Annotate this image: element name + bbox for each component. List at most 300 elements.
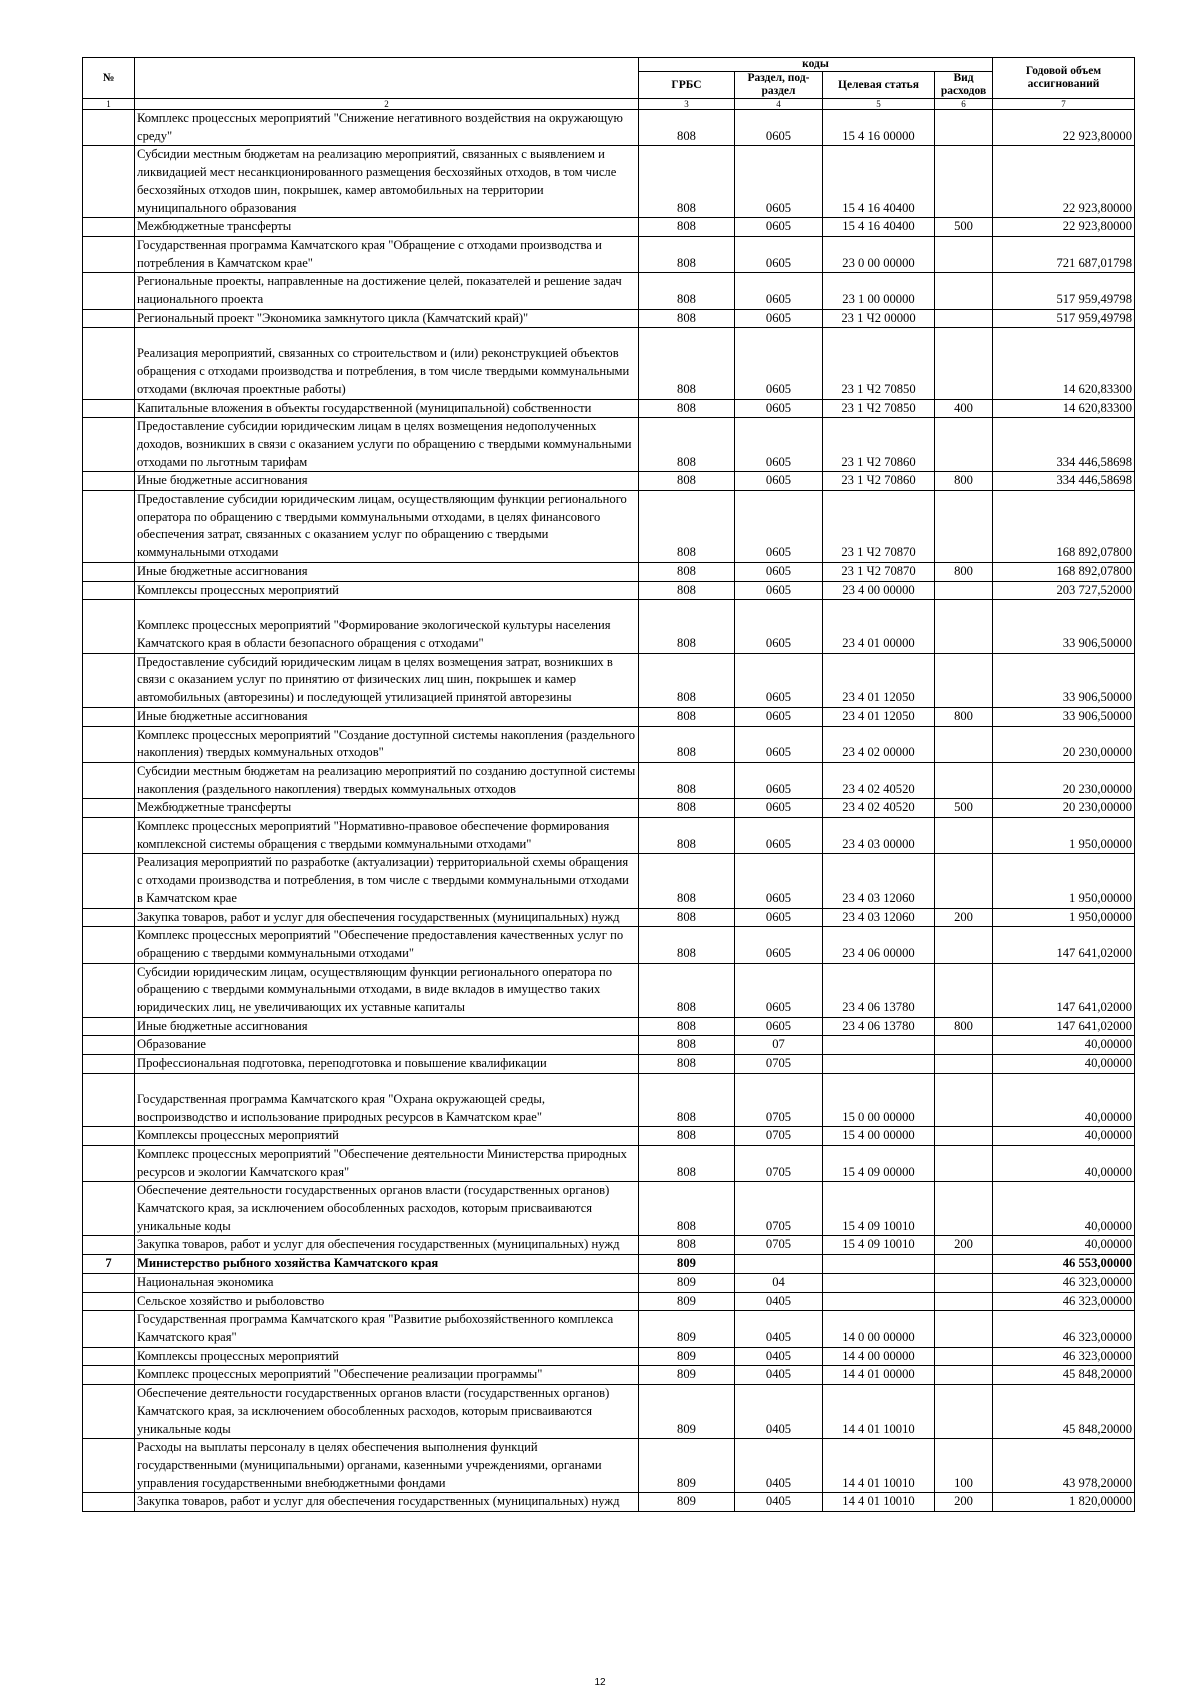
row-number: [83, 1311, 135, 1347]
table-row: [83, 1127, 1135, 1146]
row-expense-type: [935, 418, 993, 472]
table-row: [83, 963, 1135, 1017]
row-grbs: 808: [639, 1127, 735, 1146]
header-exp-type: Вид расходов: [935, 72, 993, 99]
row-grbs: 808: [639, 818, 735, 854]
row-expense-type: [935, 1036, 993, 1055]
row-name: Капитальные вложения в объекты государственной (муниципальной) собственности: [135, 399, 639, 418]
table-row: [83, 1017, 1135, 1036]
row-grbs: 809: [639, 1292, 735, 1311]
row-section: 0605: [735, 418, 823, 472]
row-grbs: 809: [639, 1493, 735, 1512]
row-name: Предоставление субсидии юридическим лицам, осуществляющим функции регионального оператора по обращению с твердыми коммунальными отходами, в целях финансового обеспечения затрат, связанных с оказанием услуг по обращению с твердыми коммунальными отходами: [135, 491, 639, 563]
row-expense-type: 800: [935, 562, 993, 581]
row-number: [83, 927, 135, 963]
table-row: [83, 399, 1135, 418]
row-expense-type: [935, 146, 993, 218]
row-number: [83, 799, 135, 818]
row-expense-type: [935, 491, 993, 563]
row-grbs: 808: [639, 1182, 735, 1236]
row-section: 0705: [735, 1145, 823, 1181]
row-number: [83, 1273, 135, 1292]
row-amount: 46 323,00000: [993, 1292, 1135, 1311]
row-amount: 46 323,00000: [993, 1311, 1135, 1347]
row-expense-type: [935, 1182, 993, 1236]
row-target: 15 4 09 10010: [823, 1182, 935, 1236]
row-amount: 203 727,52000: [993, 581, 1135, 600]
row-grbs: 808: [639, 600, 735, 653]
row-name: Обеспечение деятельности государственных органов власти (государственных органов) Камчатского края, за исключением обособленных расходов, которым присваиваются уникальные коды: [135, 1385, 639, 1439]
table-row: [83, 726, 1135, 762]
row-name: Комплекс процессных мероприятий "Обеспечение деятельности Министерства природных ресурсов и экологии Камчатского края": [135, 1145, 639, 1181]
row-grbs: 808: [639, 146, 735, 218]
row-name: Иные бюджетные ассигнования: [135, 1017, 639, 1036]
row-amount: 33 906,50000: [993, 600, 1135, 653]
row-section: 0705: [735, 1073, 823, 1126]
row-target: 23 4 06 00000: [823, 927, 935, 963]
row-amount: 22 923,80000: [993, 218, 1135, 237]
row-section: 0405: [735, 1493, 823, 1512]
row-amount: 14 620,83300: [993, 399, 1135, 418]
row-section: 0705: [735, 1127, 823, 1146]
row-expense-type: [935, 1347, 993, 1366]
row-number: [83, 418, 135, 472]
row-number: [83, 472, 135, 491]
row-name: Предоставление субсидии юридическим лицам в целях возмещения недополученных доходов, возникших в связи с оказанием услуги по обращению с твердыми коммунальными отходами по льготным тарифам: [135, 418, 639, 472]
row-number: [83, 1073, 135, 1126]
column-number: 2: [135, 99, 639, 110]
row-expense-type: 200: [935, 1236, 993, 1255]
row-name: Иные бюджетные ассигнования: [135, 472, 639, 491]
row-expense-type: [935, 726, 993, 762]
row-number: [83, 1055, 135, 1074]
row-amount: 168 892,07800: [993, 491, 1135, 563]
table-row: [83, 908, 1135, 927]
row-name: Региональные проекты, направленные на достижение целей, показателей и решение задач национального проекта: [135, 273, 639, 309]
table-row: [83, 653, 1135, 707]
row-grbs: 809: [639, 1273, 735, 1292]
row-name: Комплекс процессных мероприятий "Снижение негативного воздействия на окружающую среду": [135, 110, 639, 146]
row-expense-type: [935, 1366, 993, 1385]
row-name: Комплексы процессных мероприятий: [135, 1127, 639, 1146]
budget-table: [82, 57, 1135, 1512]
row-target: 15 4 16 40400: [823, 218, 935, 237]
row-section: 0405: [735, 1292, 823, 1311]
row-expense-type: [935, 328, 993, 399]
row-expense-type: [935, 1255, 993, 1274]
table-row: [83, 1145, 1135, 1181]
row-target: 14 4 01 10010: [823, 1493, 935, 1512]
column-number: 6: [935, 99, 993, 110]
row-name: Субсидии местным бюджетам на реализацию мероприятий по созданию доступной системы накопления (раздельного накопления) твердых коммунальных отходов: [135, 762, 639, 798]
row-amount: 147 641,02000: [993, 927, 1135, 963]
row-section: 0605: [735, 818, 823, 854]
row-number: [83, 491, 135, 563]
row-section: 0605: [735, 726, 823, 762]
row-number: [83, 1127, 135, 1146]
row-grbs: 808: [639, 328, 735, 399]
table-row: [83, 1385, 1135, 1439]
row-section: 0605: [735, 799, 823, 818]
row-number: [83, 562, 135, 581]
row-amount: 721 687,01798: [993, 236, 1135, 272]
row-name: Закупка товаров, работ и услуг для обеспечения государственных (муниципальных) нужд: [135, 908, 639, 927]
row-section: 0405: [735, 1439, 823, 1493]
row-expense-type: 800: [935, 707, 993, 726]
row-name: Комплекс процессных мероприятий "Создание доступной системы накопления (раздельного накопления) твердых коммунальных отходов": [135, 726, 639, 762]
row-expense-type: 100: [935, 1439, 993, 1493]
row-name: Закупка товаров, работ и услуг для обеспечения государственных (муниципальных) нужд: [135, 1236, 639, 1255]
row-name: Региональный проект "Экономика замкнутого цикла (Камчатский край)": [135, 309, 639, 328]
row-amount: 1 950,00000: [993, 854, 1135, 908]
row-number: [83, 1493, 135, 1512]
row-section: 0405: [735, 1347, 823, 1366]
row-grbs: 808: [639, 309, 735, 328]
row-amount: 1 950,00000: [993, 908, 1135, 927]
row-expense-type: [935, 1073, 993, 1126]
row-grbs: 808: [639, 491, 735, 563]
row-expense-type: [935, 1311, 993, 1347]
row-grbs: 809: [639, 1255, 735, 1274]
row-amount: 40,00000: [993, 1145, 1135, 1181]
row-section: 0605: [735, 963, 823, 1017]
row-name: Государственная программа Камчатского края "Охрана окружающей среды, воспроизводство и использование природных ресурсов в Камчатском крае": [135, 1073, 639, 1126]
row-number: [83, 1439, 135, 1493]
row-target: 15 4 16 40400: [823, 146, 935, 218]
row-grbs: 808: [639, 581, 735, 600]
column-number: 3: [639, 99, 735, 110]
row-target: 23 1 Ч2 70860: [823, 418, 935, 472]
row-number: [83, 762, 135, 798]
row-number: [83, 146, 135, 218]
row-grbs: 808: [639, 236, 735, 272]
row-name: Комплекс процессных мероприятий "Нормативно-правовое обеспечение формирования комплексной системы обращения с твердыми коммунальными отходами": [135, 818, 639, 854]
row-expense-type: 500: [935, 799, 993, 818]
row-name: Иные бюджетные ассигнования: [135, 562, 639, 581]
row-grbs: 808: [639, 1145, 735, 1181]
row-expense-type: [935, 1145, 993, 1181]
row-target: 23 1 Ч2 00000: [823, 309, 935, 328]
row-target: 23 4 03 12060: [823, 908, 935, 927]
table-row: [83, 1182, 1135, 1236]
row-grbs: 808: [639, 854, 735, 908]
row-name: Комплекс процессных мероприятий "Формирование экологической культуры населения Камчатского края в области безопасного обращения с отходами": [135, 600, 639, 653]
table-row: [83, 1273, 1135, 1292]
row-grbs: 809: [639, 1385, 735, 1439]
row-target: 23 4 00 00000: [823, 581, 935, 600]
table-row: [83, 1439, 1135, 1493]
row-grbs: 809: [639, 1439, 735, 1493]
page-number: 12: [594, 1677, 606, 1688]
row-number: [83, 600, 135, 653]
row-number: [83, 1347, 135, 1366]
row-number: [83, 236, 135, 272]
row-target: 23 1 Ч2 70870: [823, 491, 935, 563]
row-expense-type: 800: [935, 472, 993, 491]
row-expense-type: [935, 854, 993, 908]
row-number: 7: [83, 1255, 135, 1274]
row-section: 0605: [735, 472, 823, 491]
row-target: 15 4 00 00000: [823, 1127, 935, 1146]
row-number: [83, 273, 135, 309]
row-expense-type: [935, 236, 993, 272]
row-amount: 517 959,49798: [993, 273, 1135, 309]
row-expense-type: 200: [935, 908, 993, 927]
row-target: [823, 1036, 935, 1055]
row-grbs: 808: [639, 110, 735, 146]
row-target: 23 4 06 13780: [823, 963, 935, 1017]
table-row: [83, 600, 1135, 653]
row-expense-type: [935, 762, 993, 798]
row-name: Реализация мероприятий по разработке (актуализации) территориальной схемы обращения с отходами производства и потребления, в том числе с твердыми коммунальными отходами в Камчатском крае: [135, 854, 639, 908]
row-section: 07: [735, 1036, 823, 1055]
table-row: [83, 328, 1135, 399]
row-name: Комплекс процессных мероприятий "Обеспечение реализации программы": [135, 1366, 639, 1385]
row-grbs: 808: [639, 218, 735, 237]
row-name: Национальная экономика: [135, 1273, 639, 1292]
table-row: [83, 309, 1135, 328]
row-amount: 45 848,20000: [993, 1385, 1135, 1439]
row-target: 14 4 01 00000: [823, 1366, 935, 1385]
row-section: 0605: [735, 110, 823, 146]
row-name: Государственная программа Камчатского края "Развитие рыбохозяйственного комплекса Камчатского края": [135, 1311, 639, 1347]
row-section: 0605: [735, 273, 823, 309]
row-target: 23 1 Ч2 70870: [823, 562, 935, 581]
row-amount: 45 848,20000: [993, 1366, 1135, 1385]
row-number: [83, 218, 135, 237]
row-target: 23 4 06 13780: [823, 1017, 935, 1036]
row-grbs: 808: [639, 1055, 735, 1074]
row-expense-type: [935, 963, 993, 1017]
row-amount: 22 923,80000: [993, 146, 1135, 218]
row-name: Реализация мероприятий, связанных со строительством и (или) реконструкцией объектов обращения с отходами производства и потребления, в том числе твердыми коммунальными отходами (включая проектные работы): [135, 328, 639, 399]
row-expense-type: 200: [935, 1493, 993, 1512]
row-section: 0605: [735, 309, 823, 328]
row-grbs: 808: [639, 726, 735, 762]
table-row: [83, 562, 1135, 581]
row-grbs: 808: [639, 707, 735, 726]
row-expense-type: [935, 600, 993, 653]
row-target: [823, 1292, 935, 1311]
row-section: 0605: [735, 600, 823, 653]
header-codes: коды: [639, 58, 993, 72]
row-target: 23 4 01 12050: [823, 653, 935, 707]
row-target: 23 4 02 40520: [823, 762, 935, 798]
row-amount: 46 553,00000: [993, 1255, 1135, 1274]
row-section: 04: [735, 1273, 823, 1292]
row-number: [83, 1182, 135, 1236]
row-expense-type: 800: [935, 1017, 993, 1036]
row-name: Сельское хозяйство и рыболовство: [135, 1292, 639, 1311]
row-grbs: 808: [639, 963, 735, 1017]
row-section: 0605: [735, 581, 823, 600]
row-target: 23 4 03 12060: [823, 854, 935, 908]
table-row: [83, 927, 1135, 963]
table-row: [83, 707, 1135, 726]
row-section: 0705: [735, 1236, 823, 1255]
row-expense-type: [935, 1273, 993, 1292]
header-annual: Годовой объем ассигнований: [993, 58, 1135, 99]
row-number: [83, 818, 135, 854]
row-grbs: 808: [639, 927, 735, 963]
row-section: 0405: [735, 1366, 823, 1385]
table-row: [83, 762, 1135, 798]
row-grbs: 808: [639, 762, 735, 798]
row-grbs: 808: [639, 399, 735, 418]
row-name: Государственная программа Камчатского края "Обращение с отходами производства и потребления в Камчатском крае": [135, 236, 639, 272]
row-amount: 40,00000: [993, 1055, 1135, 1074]
row-name: Профессиональная подготовка, переподготовка и повышение квалификации: [135, 1055, 639, 1074]
row-name: Комплекс процессных мероприятий "Обеспечение предоставления качественных услуг по обращению с твердыми коммунальными отходами": [135, 927, 639, 963]
row-amount: 33 906,50000: [993, 707, 1135, 726]
row-number: [83, 581, 135, 600]
row-name: Межбюджетные трансферты: [135, 218, 639, 237]
row-name: Межбюджетные трансферты: [135, 799, 639, 818]
row-number: [83, 1385, 135, 1439]
column-number: 1: [83, 99, 135, 110]
row-grbs: 808: [639, 653, 735, 707]
row-number: [83, 963, 135, 1017]
row-section: 0605: [735, 707, 823, 726]
row-amount: 40,00000: [993, 1236, 1135, 1255]
row-number: [83, 707, 135, 726]
row-number: [83, 1366, 135, 1385]
row-amount: 40,00000: [993, 1036, 1135, 1055]
row-amount: 46 323,00000: [993, 1347, 1135, 1366]
table-row: [83, 1292, 1135, 1311]
row-name: Субсидии юридическим лицам, осуществляющим функции регионального оператора по обращению с твердыми коммунальными отходами, в виде вкладов в имущество таких юридических лиц, не увеличивающих их уставные капиталы: [135, 963, 639, 1017]
row-expense-type: 400: [935, 399, 993, 418]
row-amount: 517 959,49798: [993, 309, 1135, 328]
row-amount: 334 446,58698: [993, 418, 1135, 472]
table-row: [83, 236, 1135, 272]
row-section: 0605: [735, 927, 823, 963]
row-expense-type: [935, 1055, 993, 1074]
row-name: Комплексы процессных мероприятий: [135, 1347, 639, 1366]
row-target: 15 4 09 00000: [823, 1145, 935, 1181]
row-section: 0405: [735, 1385, 823, 1439]
row-grbs: 808: [639, 1017, 735, 1036]
table-row: [83, 1493, 1135, 1512]
table-row: [83, 146, 1135, 218]
row-target: 14 4 01 10010: [823, 1385, 935, 1439]
row-amount: 20 230,00000: [993, 762, 1135, 798]
table-row: [83, 1347, 1135, 1366]
row-section: 0605: [735, 146, 823, 218]
row-target: 14 4 00 00000: [823, 1347, 935, 1366]
row-grbs: 808: [639, 1073, 735, 1126]
row-number: [83, 1292, 135, 1311]
table-row: [83, 273, 1135, 309]
row-target: 15 0 00 00000: [823, 1073, 935, 1126]
column-number-row: [83, 99, 1135, 110]
row-amount: 46 323,00000: [993, 1273, 1135, 1292]
row-name: Расходы на выплаты персоналу в целях обеспечения выполнения функций государственными (муниципальными) органами, казенными учреждениями, органами управления государственными внебюджетными фондами: [135, 1439, 639, 1493]
row-expense-type: [935, 1385, 993, 1439]
row-name: Субсидии местным бюджетам на реализацию мероприятий, связанных с выявлением и ликвидацией мест несанкционированного размещения бесхозяйных отходов, в том числе бесхозяйных отходов шин, покрышек, камер автомобильных на территории муниципального образования: [135, 146, 639, 218]
table-row: [83, 799, 1135, 818]
row-section: 0605: [735, 653, 823, 707]
row-number: [83, 1017, 135, 1036]
table-row: [83, 1311, 1135, 1347]
row-target: [823, 1255, 935, 1274]
table-row: [83, 472, 1135, 491]
row-grbs: 808: [639, 472, 735, 491]
row-section: 0605: [735, 854, 823, 908]
column-number: 5: [823, 99, 935, 110]
header-target: Целевая статья: [823, 72, 935, 99]
row-target: 23 4 03 00000: [823, 818, 935, 854]
row-target: 23 4 01 00000: [823, 600, 935, 653]
row-number: [83, 653, 135, 707]
row-amount: 20 230,00000: [993, 726, 1135, 762]
row-amount: 43 978,20000: [993, 1439, 1135, 1493]
row-target: [823, 1055, 935, 1074]
row-amount: 14 620,83300: [993, 328, 1135, 399]
row-amount: 1 950,00000: [993, 818, 1135, 854]
row-section: 0405: [735, 1311, 823, 1347]
row-amount: 168 892,07800: [993, 562, 1135, 581]
row-number: [83, 854, 135, 908]
row-amount: 40,00000: [993, 1127, 1135, 1146]
row-name: Образование: [135, 1036, 639, 1055]
row-section: 0605: [735, 218, 823, 237]
table-row: [83, 1055, 1135, 1074]
row-number: [83, 309, 135, 328]
row-number: [83, 328, 135, 399]
row-grbs: 808: [639, 1236, 735, 1255]
column-number: 4: [735, 99, 823, 110]
row-name: Закупка товаров, работ и услуг для обеспечения государственных (муниципальных) нужд: [135, 1493, 639, 1512]
row-name: Предоставление субсидий юридическим лицам в целях возмещения затрат, возникших в связи с оказанием услуг по принятию от физических лиц шин, покрышек и камер автомобильных (авторезины) и последующей утилизацией принятой авторезины: [135, 653, 639, 707]
header-row-1: [83, 58, 1135, 72]
row-target: 23 1 Ч2 70850: [823, 399, 935, 418]
row-name: Министерство рыбного хозяйства Камчатского края: [135, 1255, 639, 1274]
row-grbs: 809: [639, 1311, 735, 1347]
row-number: [83, 1036, 135, 1055]
row-name: Комплексы процессных мероприятий: [135, 581, 639, 600]
row-amount: 147 641,02000: [993, 963, 1135, 1017]
table-row: [83, 1366, 1135, 1385]
row-target: 23 0 00 00000: [823, 236, 935, 272]
table-row: [83, 218, 1135, 237]
header-grbs: ГРБС: [639, 72, 735, 99]
row-expense-type: [935, 927, 993, 963]
row-expense-type: [935, 653, 993, 707]
row-expense-type: [935, 273, 993, 309]
row-expense-type: [935, 1292, 993, 1311]
row-target: 14 0 00 00000: [823, 1311, 935, 1347]
row-target: 23 1 Ч2 70860: [823, 472, 935, 491]
row-grbs: 808: [639, 562, 735, 581]
row-target: 23 1 00 00000: [823, 273, 935, 309]
row-section: 0605: [735, 236, 823, 272]
row-expense-type: [935, 309, 993, 328]
row-target: 15 4 09 10010: [823, 1236, 935, 1255]
row-expense-type: [935, 1127, 993, 1146]
row-amount: 334 446,58698: [993, 472, 1135, 491]
row-amount: 22 923,80000: [993, 110, 1135, 146]
row-amount: 33 906,50000: [993, 653, 1135, 707]
row-grbs: 808: [639, 908, 735, 927]
row-section: 0605: [735, 908, 823, 927]
table-row: [83, 418, 1135, 472]
row-grbs: 808: [639, 1036, 735, 1055]
row-target: 15 4 16 00000: [823, 110, 935, 146]
row-section: 0605: [735, 328, 823, 399]
row-amount: 1 820,00000: [993, 1493, 1135, 1512]
row-section: 0605: [735, 762, 823, 798]
